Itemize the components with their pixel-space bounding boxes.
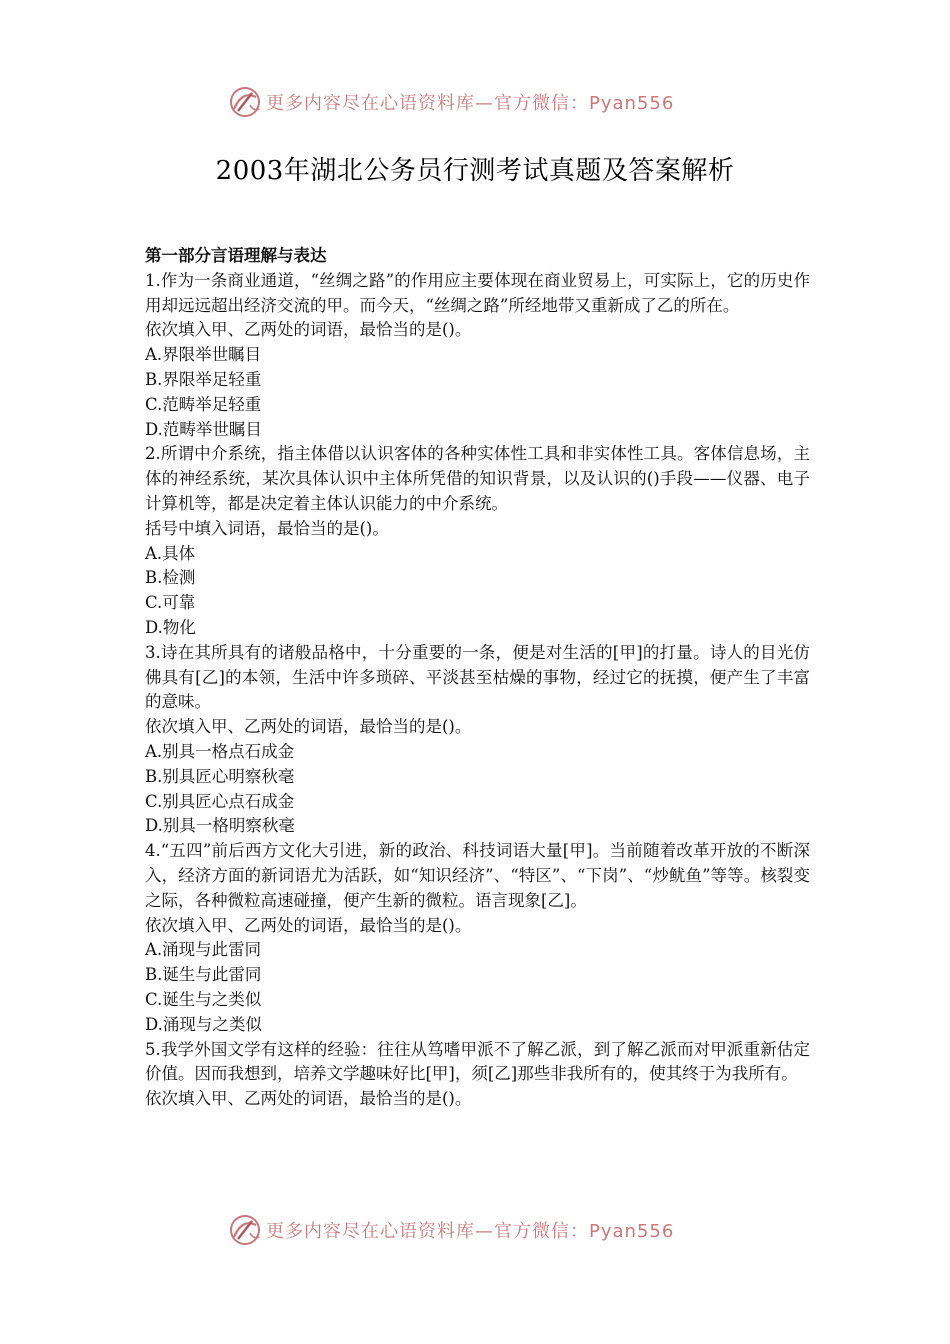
- question-prompt: 依次填入甲、乙两处的词语，最恰当的是()。: [145, 320, 472, 340]
- question-block: [145, 641, 810, 839]
- question-stem: 5.我学外国文学有这样的经验：往往从笃嗜甲派不了解乙派，到了解乙派而对甲派重新估定价值。因而我想到，培养文学趣味好比[甲]，须[乙]那些非我所有的，使其终于为我所有。: [145, 1039, 810, 1084]
- page-title: 2003年湖北公务员行测考试真题及答案解析: [215, 156, 735, 186]
- signature-pen-logo-icon: [228, 1213, 262, 1247]
- section-heading: 第一部分言语理解与表达: [145, 246, 327, 265]
- banner-text: 更多内容尽在心语资料库—官方微信：Pyan556: [266, 1221, 675, 1242]
- header-banner: [228, 82, 728, 122]
- answer-option: D.别具一格明察秋毫: [145, 816, 295, 836]
- question-stem: 3.诗在其所具有的诸般品格中，十分重要的一条，便是对生活的[甲]的打量。诗人的目光仿佛具有[乙]的本领，生活中许多琐碎、平淡甚至枯燥的事物，经过它的抚摸，便产生了丰富的意味。: [145, 642, 810, 712]
- question-block: [145, 442, 810, 640]
- answer-option: A.界限举世瞩目: [145, 345, 262, 365]
- question-stem: 1.作为一条商业通道，“丝绸之路”的作用应主要体现在商业贸易上，可实际上，它的历史作用却远远超出经济交流的甲。而今天，“丝绸之路”所经地带又重新成了乙的所在。: [145, 270, 810, 315]
- question-block: [145, 839, 810, 1037]
- answer-option: B.检测: [145, 568, 196, 588]
- question-stem: 4.“五四”前后西方文化大引进，新的政治、科技词语大量[甲]。当前随着改革开放的不断深入，经济方面的新词语尤为活跃，如“知识经济”、“特区”、“下岗”、“炒鱿鱼”等等。核裂变之际，各种微粒高速碰撞，便产生新的微粒。语言现象[乙]。: [145, 841, 810, 910]
- answer-option: C.可靠: [145, 593, 196, 613]
- footer-banner: [228, 1210, 728, 1250]
- question-block: [145, 269, 810, 443]
- answer-option: C.诞生与之类似: [145, 989, 262, 1009]
- answer-option: A.具体: [145, 543, 196, 563]
- answer-option: B.诞生与此雷同: [145, 965, 262, 985]
- document-body: [145, 244, 810, 1112]
- question-prompt: 括号中填入词语，最恰当的是()。: [145, 518, 389, 538]
- answer-option: A.涌现与此雷同: [145, 940, 262, 960]
- answer-option: B.界限举足轻重: [145, 369, 262, 389]
- question-prompt: 依次填入甲、乙两处的词语，最恰当的是()。: [145, 717, 472, 737]
- answer-option: C.别具匠心点石成金: [145, 791, 295, 811]
- banner-text: 更多内容尽在心语资料库—官方微信：Pyan556: [266, 93, 675, 114]
- answer-option: C.范畴举足轻重: [145, 394, 262, 414]
- question-block: [145, 1038, 810, 1112]
- answer-option: B.别具匠心明察秋毫: [145, 766, 295, 786]
- answer-option: A.别具一格点石成金: [145, 741, 295, 761]
- answer-option: D.范畴举世瞩目: [145, 419, 262, 439]
- answer-option: D.涌现与之类似: [145, 1014, 262, 1034]
- question-prompt: 依次填入甲、乙两处的词语，最恰当的是()。: [145, 915, 472, 935]
- answer-option: D.物化: [145, 617, 196, 637]
- signature-pen-logo-icon: [228, 85, 262, 119]
- question-stem: 2.所谓中介系统，指主体借以认识客体的各种实体性工具和非实体性工具。客体信息场，主体的神经系统，某次具体认识中主体所凭借的知识背景，以及认识的()手段——仪器、电子计算机等，都是决定着主体认识能力的中介系统。: [145, 444, 810, 513]
- question-prompt: 依次填入甲、乙两处的词语，最恰当的是()。: [145, 1089, 472, 1109]
